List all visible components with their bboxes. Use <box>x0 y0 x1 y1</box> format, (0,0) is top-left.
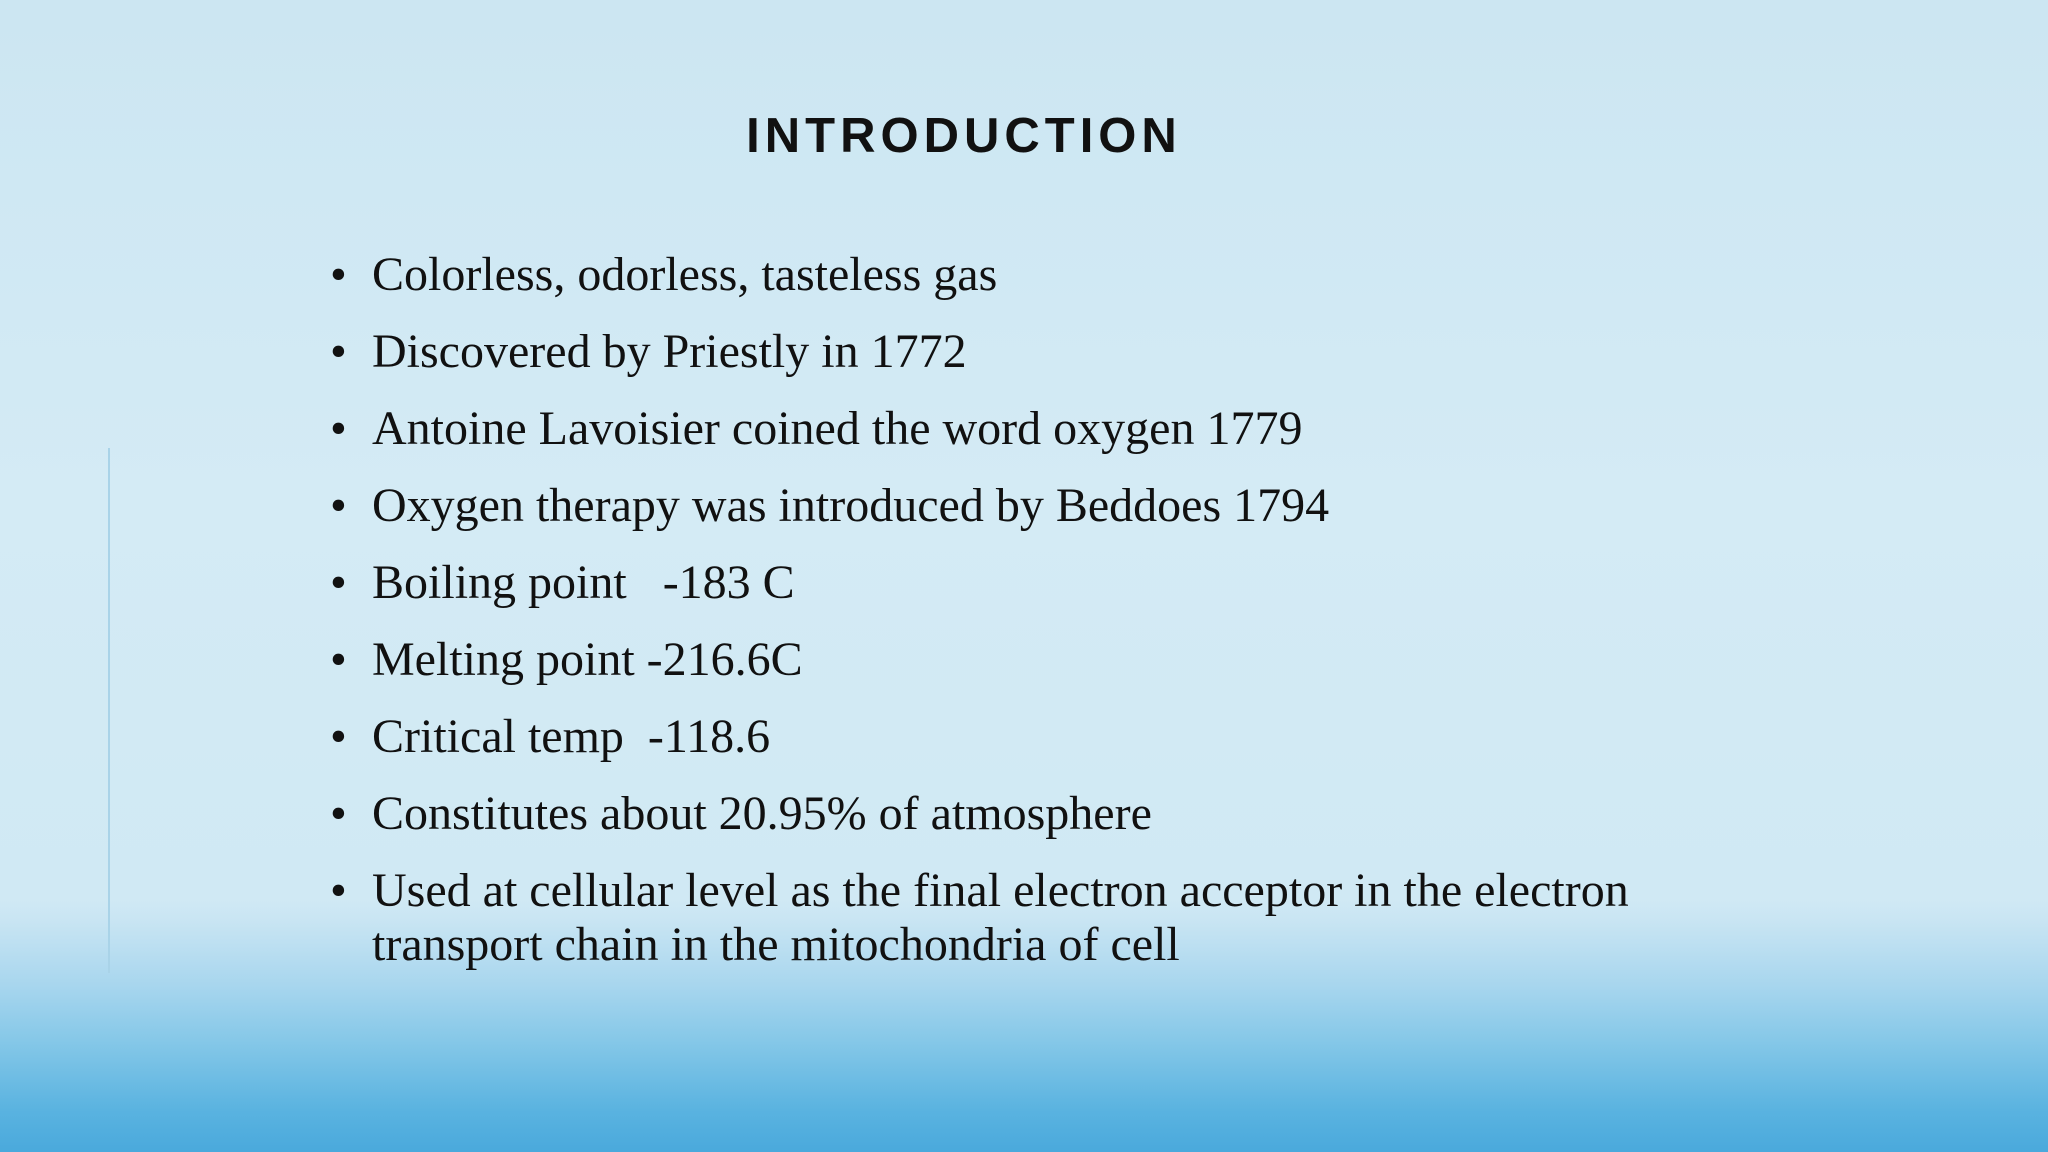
bullet-item <box>330 710 1780 764</box>
bullet-icon: • <box>330 787 347 840</box>
bullet-text: Antoine Lavoisier coined the word oxygen 1779 <box>372 402 1303 455</box>
bullet-icon: • <box>330 479 347 532</box>
bullet-list <box>330 248 1780 995</box>
bullet-item <box>330 402 1780 456</box>
bullet-icon: • <box>330 864 347 917</box>
bullet-text: Constitutes about 20.95% of atmosphere <box>372 787 1152 840</box>
bullet-item <box>330 248 1780 302</box>
bullet-item <box>330 556 1780 610</box>
bullet-text: Discovered by Priestly in 1772 <box>372 325 967 378</box>
bullet-text: Oxygen therapy was introduced by Beddoes 1794 <box>372 479 1330 532</box>
bullet-text: Melting point -216.6C <box>372 633 803 686</box>
bullet-item <box>330 633 1780 687</box>
bullet-text: Boiling point -183 C <box>372 556 795 609</box>
bullet-icon: • <box>330 710 347 763</box>
bullet-icon: • <box>330 556 347 609</box>
slide-title: INTRODUCTION <box>746 109 1182 163</box>
bullet-icon: • <box>330 325 347 378</box>
bullet-icon: • <box>330 402 347 455</box>
bullet-item <box>330 325 1780 379</box>
bullet-item <box>330 479 1780 533</box>
bullet-icon: • <box>330 248 347 301</box>
accent-line <box>108 448 110 973</box>
bullet-text: Critical temp -118.6 <box>372 710 771 763</box>
bullet-item <box>330 787 1780 841</box>
bullet-item <box>330 864 1780 972</box>
bullet-icon: • <box>330 633 347 686</box>
bullet-text: Used at cellular level as the final electron acceptor in the electron transport chain in the mitochondria of cell <box>372 864 1641 971</box>
bullet-text: Colorless, odorless, tasteless gas <box>372 248 998 301</box>
